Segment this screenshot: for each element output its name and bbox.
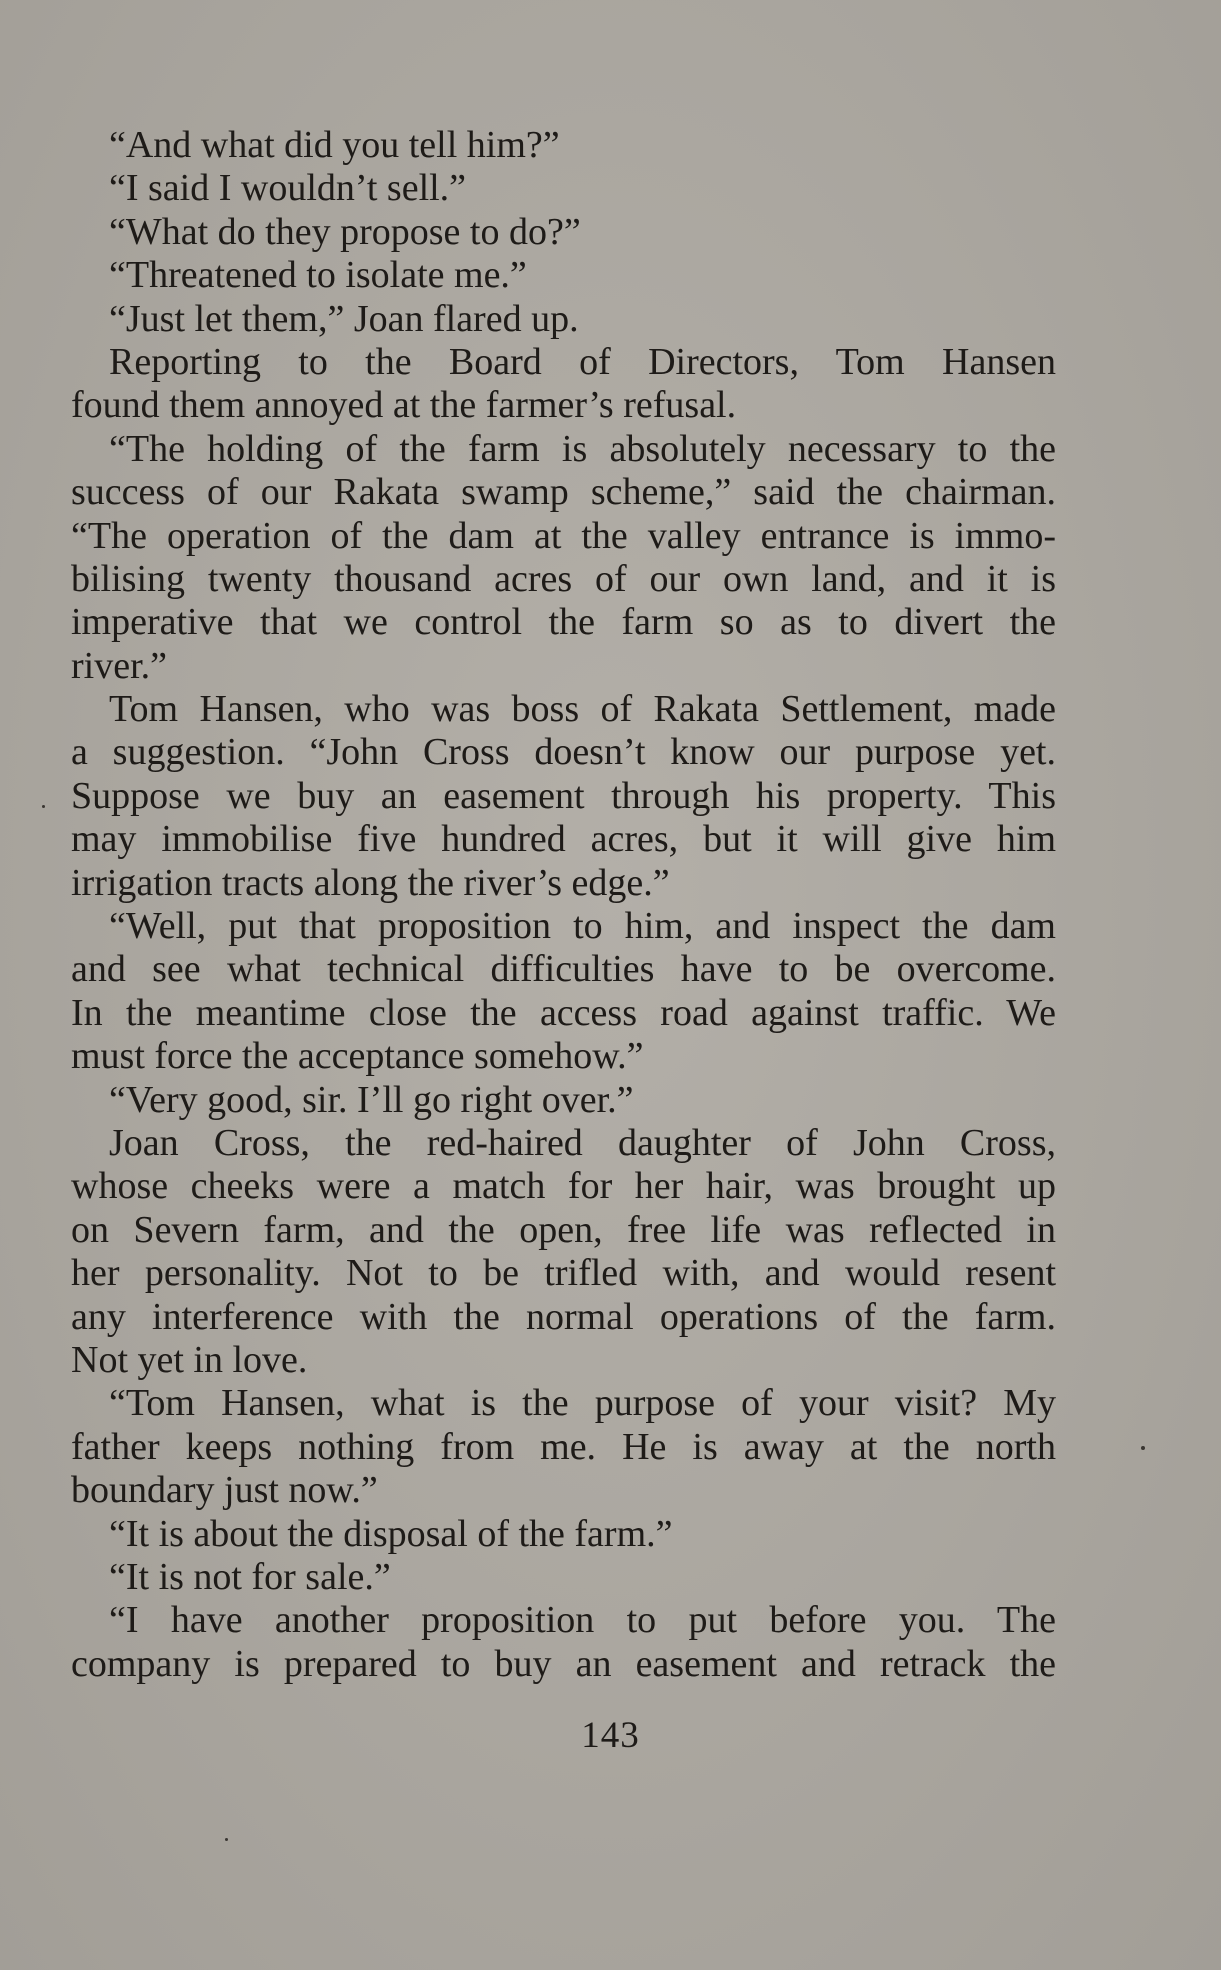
- text-line: “It is about the disposal of the farm.”: [109, 1512, 673, 1555]
- text-line: any interference with the normal operations of the farm.: [71, 1295, 1056, 1338]
- text-line: may immobilise five hundred acres, but it will give him: [71, 818, 1056, 861]
- text-line: “It is not for sale.”: [109, 1555, 391, 1598]
- text-line: “Well, put that proposition to him, and inspect the dam: [109, 905, 1056, 948]
- text-line: boundary just now.”: [71, 1469, 378, 1512]
- text-line: In the meantime close the access road against traffic. We: [71, 991, 1056, 1034]
- text-line: irrigation tracts along the river’s edge.”: [71, 861, 670, 904]
- text-line: “What do they propose to do?”: [109, 210, 581, 253]
- text-line: “Very good, sir. I’ll go right over.”: [109, 1078, 634, 1121]
- text-line: “Tom Hansen, what is the purpose of your visit? My: [109, 1382, 1056, 1425]
- text-line: “The holding of the farm is absolutely necessary to the: [109, 427, 1056, 470]
- text-line: father keeps nothing from me. He is away at the north: [71, 1425, 1056, 1468]
- text-line: Reporting to the Board of Directors, Tom Hansen: [109, 340, 1056, 383]
- text-line: whose cheeks were a match for her hair, was brought up: [71, 1165, 1056, 1208]
- body-text: [71, 124, 1056, 1686]
- text-line: a suggestion. “John Cross doesn’t know our purpose yet.: [71, 731, 1056, 774]
- text-line: her personality. Not to be trifled with, and would resent: [71, 1252, 1056, 1295]
- page-number: 143: [581, 1715, 640, 1756]
- paper-speck: [42, 805, 45, 808]
- text-line: found them annoyed at the farmer’s refusal.: [71, 384, 737, 427]
- text-line: success of our Rakata swamp scheme,” said the chairman.: [71, 471, 1056, 514]
- text-line: “And what did you tell him?”: [109, 124, 560, 166]
- text-line: Tom Hansen, who was boss of Rakata Settlement, made: [109, 688, 1056, 731]
- paper-speck: [225, 1838, 228, 1841]
- text-line: company is prepared to buy an easement and retrack the: [71, 1642, 1056, 1685]
- text-line: “Threatened to isolate me.”: [109, 254, 527, 297]
- text-line: river.”: [71, 644, 168, 687]
- text-line: must force the acceptance somehow.”: [71, 1035, 644, 1078]
- text-line: Not yet in love.: [71, 1338, 308, 1381]
- text-line: “I have another proposition to put before you. The: [109, 1599, 1056, 1642]
- text-line: bilising twenty thousand acres of our own land, and it is: [71, 557, 1056, 600]
- text-line: Suppose we buy an easement through his property. This: [71, 774, 1056, 817]
- paper-speck: [1141, 1446, 1145, 1450]
- text-line: “Just let them,” Joan flared up.: [109, 297, 579, 340]
- text-line: Joan Cross, the red-haired daughter of John Cross,: [109, 1121, 1056, 1164]
- text-line: “The operation of the dam at the valley entrance is immo-: [71, 514, 1056, 557]
- text-line: “I said I wouldn’t sell.”: [109, 167, 467, 210]
- text-line: imperative that we control the farm so as to divert the: [71, 601, 1056, 644]
- text-line: and see what technical difficulties have to be overcome.: [71, 948, 1056, 991]
- text-line: on Severn farm, and the open, free life was reflected in: [71, 1208, 1056, 1251]
